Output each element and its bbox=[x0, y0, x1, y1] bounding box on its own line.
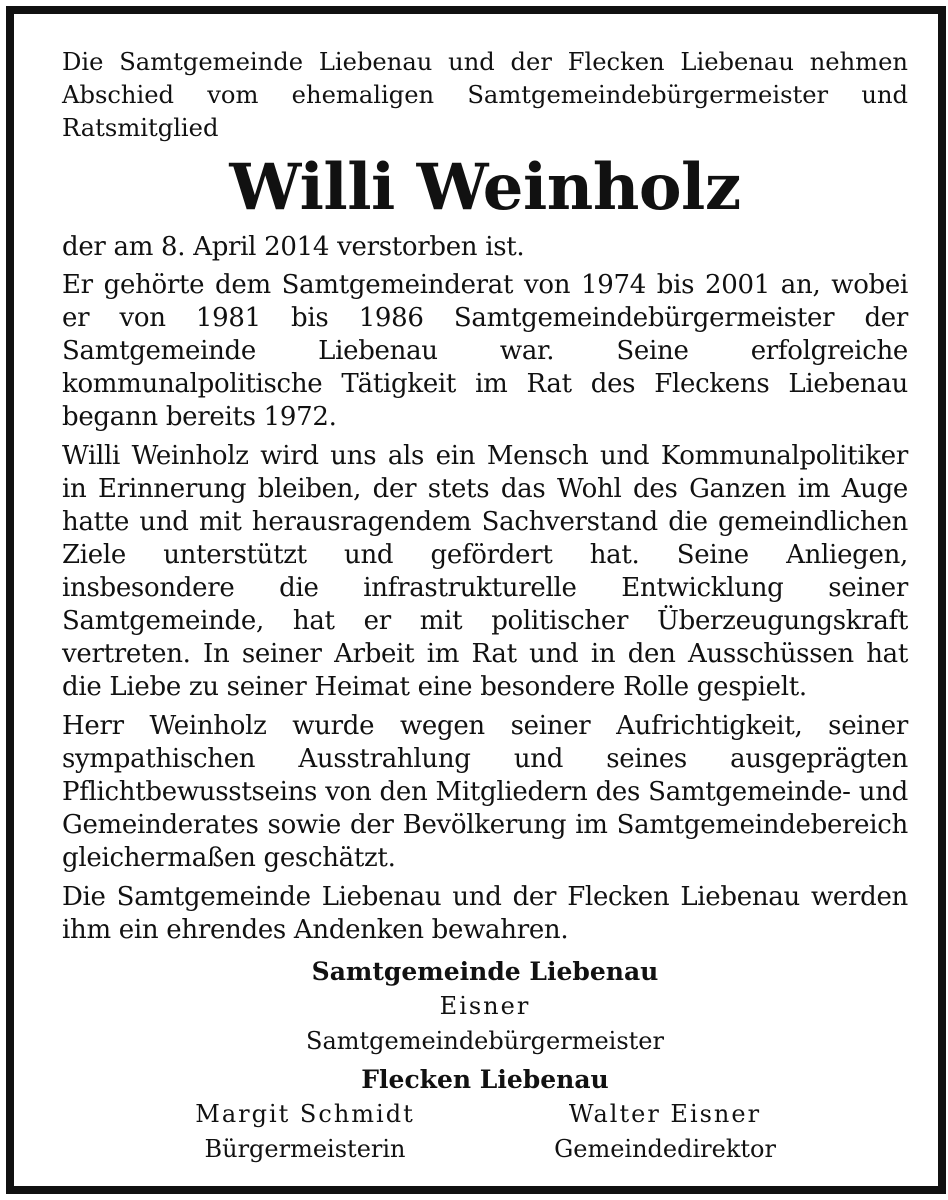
signature-role-buergermeister: Samtgemeindebürgermeister bbox=[306, 1027, 664, 1055]
signature-right bbox=[515, 1097, 815, 1167]
intro-text: Die Samtgemeinde Liebenau und der Flecken Liebenau nehmen Abschied vom ehemaligen Samtgemeindebürgermeister und Ratsmitglied bbox=[62, 48, 908, 142]
death-date-text: der am 8. April 2014 verstorben ist. bbox=[62, 232, 525, 262]
signature-org-flecken: Flecken Liebenau bbox=[361, 1065, 609, 1094]
paragraph-character: Herr Weinholz wurde wegen seiner Aufrichtigkeit, seiner sympathischen Ausstrahlung und seines ausgeprägten Pflichtbewusstseins von den Mitgliedern des Samtgemeinde- und Gemeinderates sowie der Bevölkerung im Samtgemeindebereich gleichermaßen geschätzt. bbox=[62, 711, 908, 873]
signature-name-eisner: Eisner bbox=[439, 992, 531, 1020]
signature-row bbox=[155, 1097, 815, 1167]
signature-name-walter-eisner: Walter Eisner bbox=[568, 1100, 762, 1128]
paragraph-career: Er gehörte dem Samtgemeinderat von 1974 bis 2001 an, wobei er von 1981 bis 1986 Samtgemeindebürgermeister der Samtgemeinde Liebenau war. Seine erfolgreiche kommunalpolitische Tätigkeit im Rat des Fleckens Liebenau begann bereits 1972. bbox=[62, 270, 908, 432]
signature-left bbox=[155, 1097, 455, 1167]
signature-org-samtgemeinde: Samtgemeinde Liebenau bbox=[311, 957, 659, 986]
signature-samtgemeinde bbox=[62, 955, 908, 1059]
notice-border bbox=[6, 6, 946, 1194]
signature-role-buergermeisterin: Bürgermeisterin bbox=[204, 1135, 406, 1163]
deceased-name: Willi Weinholz bbox=[229, 150, 741, 225]
signature-name-schmidt: Margit Schmidt bbox=[195, 1100, 415, 1128]
signature-flecken bbox=[62, 1063, 908, 1167]
signature-role-gemeindedirektor: Gemeindedirektor bbox=[554, 1135, 776, 1163]
obituary-notice bbox=[62, 46, 908, 1167]
paragraph-closing: Die Samtgemeinde Liebenau und der Flecken Liebenau werden ihm ein ehrendes Andenken bewahren. bbox=[62, 882, 908, 945]
paragraph-remembrance: Willi Weinholz wird uns als ein Mensch und Kommunalpolitiker in Erinnerung bleiben, der stets das Wohl des Ganzen im Auge hatte und mit herausragendem Sachverstand die gemeindlichen Ziele unterstützt und gefördert hat. Seine Anliegen, insbesondere die infrastrukturelle Entwicklung seiner Samtgemeinde, hat er mit politischer Überzeugungskraft vertreten. In seiner Arbeit im Rat und in den Ausschüssen hat die Liebe zu seiner Heimat eine besondere Rolle gespielt. bbox=[62, 441, 908, 702]
